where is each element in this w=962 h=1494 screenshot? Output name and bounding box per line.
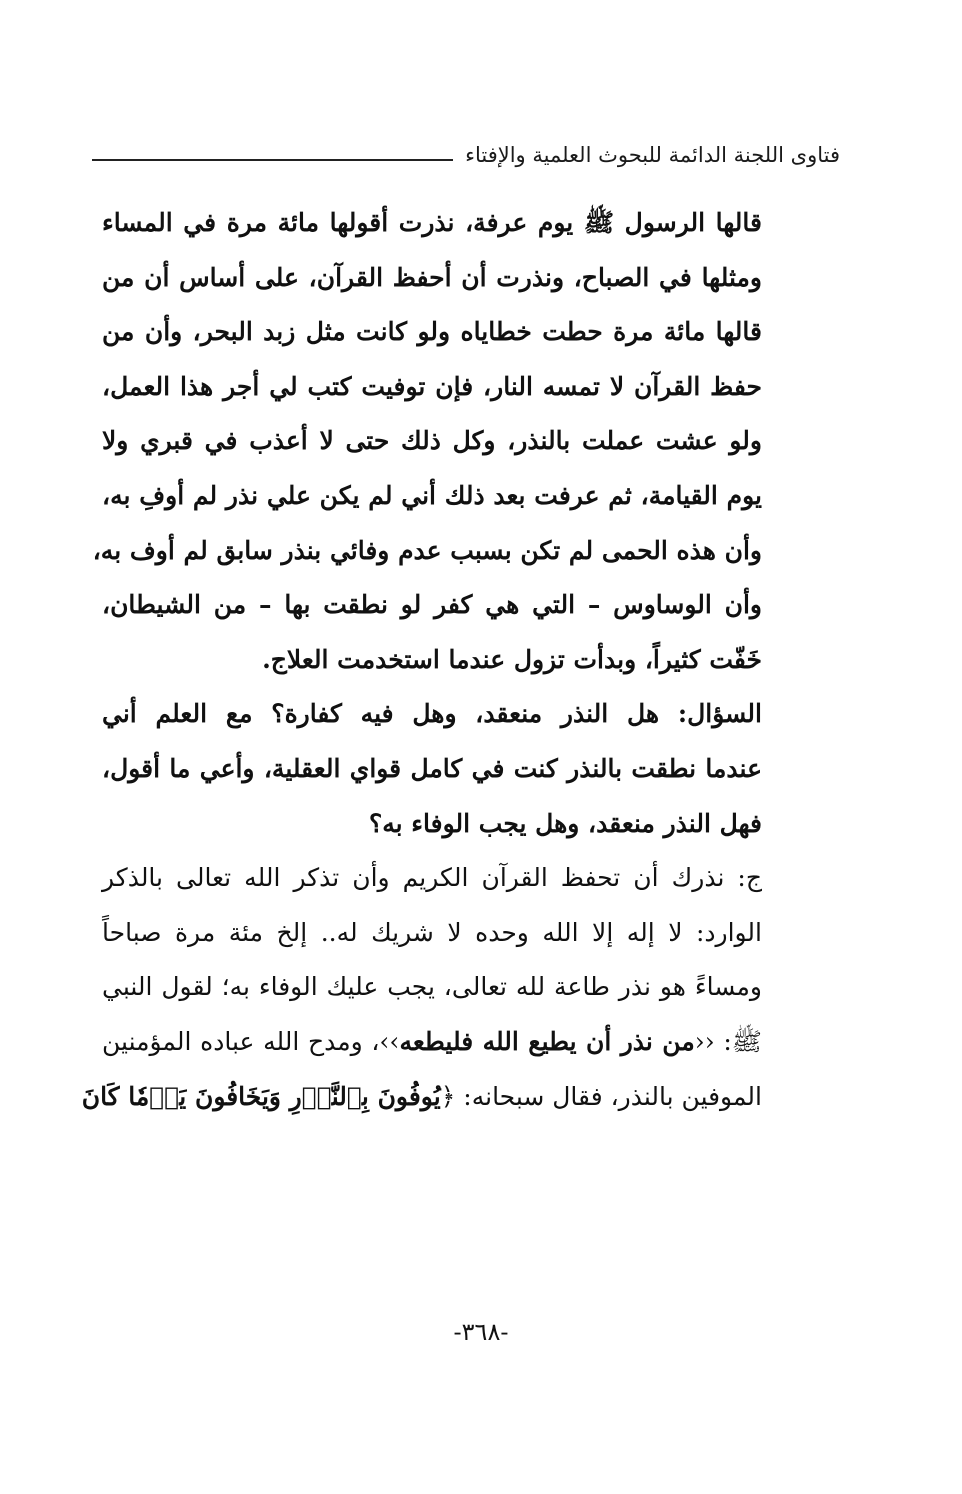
text-line: ولو عشت عملت بالنذر، وكل ذلك حتى لا أعذب في قبري ولا: [102, 426, 762, 456]
line-text: الموفين بالنذر، فقال سبحانه: ﴿: [440, 1081, 762, 1111]
question-paragraph: [102, 687, 762, 851]
text-line: [102, 1015, 762, 1070]
text-line: وأن هذه الحمى لم تكن بسبب عدم وفائي بنذر سابق لم أوف به،: [92, 535, 762, 565]
text-line: ومثلها في الصباح، ونذرت أن أحفظ القرآن، على أساس أن من: [102, 262, 762, 292]
text-line: عندما نطقت بالنذر كنت في كامل قواي العقلية، وأعي ما أقول،: [102, 753, 762, 783]
text-line: الوارد: لا إله إلا الله وحده لا شريك له.. إلخ مئة مرة صباحاً: [102, 917, 762, 947]
running-header: [92, 135, 840, 175]
narration-paragraph: [92, 196, 762, 687]
header-rule: [92, 159, 453, 161]
answer-paragraph: [81, 851, 762, 1124]
text-line: [81, 1070, 762, 1125]
text-line: ومساءً هو نذر طاعة لله تعالى، يجب عليك الوفاء به؛ لقول النبي: [102, 972, 762, 1002]
text-line: ج: نذرك أن تحفظ القرآن الكريم وأن تذكر الله تعالى بالذكر: [102, 863, 762, 893]
hadith-quote: من نذر أن يطيع الله فليطعه: [399, 1026, 695, 1056]
text-line: فهل النذر منعقد، وهل يجب الوفاء به؟: [368, 808, 762, 838]
text-line: قالها مائة مرة حطت خطاياه ولو كانت مثل زبد البحر، وأن من: [102, 317, 762, 347]
text-line: وأن الوساوس – التي هي كفر لو نطقت بها – من الشيطان،: [102, 590, 762, 620]
text-line: حفظ القرآن لا تمسه النار، فإن توفيت كتب لي أجر هذا العمل،: [102, 371, 762, 401]
quran-verse: يُوفُونَ بِٱلنَّذۡرِ وَيَخَافُونَ يَوۡمٗا كَانَ: [81, 1081, 441, 1111]
line-text: ››، ومدح الله عباده المؤمنين: [102, 1026, 400, 1056]
body-text: [81, 196, 762, 1124]
text-line: خَفّت كثيراً، وبدأت تزول عندما استخدمت العلاج.: [262, 644, 762, 674]
running-title: فتاوى اللجنة الدائمة للبحوث العلمية والإفتاء: [465, 143, 840, 167]
line-text: ﷺ: ‹‹: [694, 1026, 762, 1056]
page-number: -٣٦٨-: [453, 1318, 509, 1346]
text-line: يوم القيامة، ثم عرفت بعد ذلك أني لم يكن علي نذر لم أوفِ به،: [102, 480, 762, 510]
text-line: السؤال: هل النذر منعقد، وهل فيه كفارة؟ مع العلم أني: [102, 699, 762, 729]
text-line: قالها الرسول ﷺ يوم عرفة، نذرت أقولها مائة مرة في المساء: [102, 208, 762, 237]
